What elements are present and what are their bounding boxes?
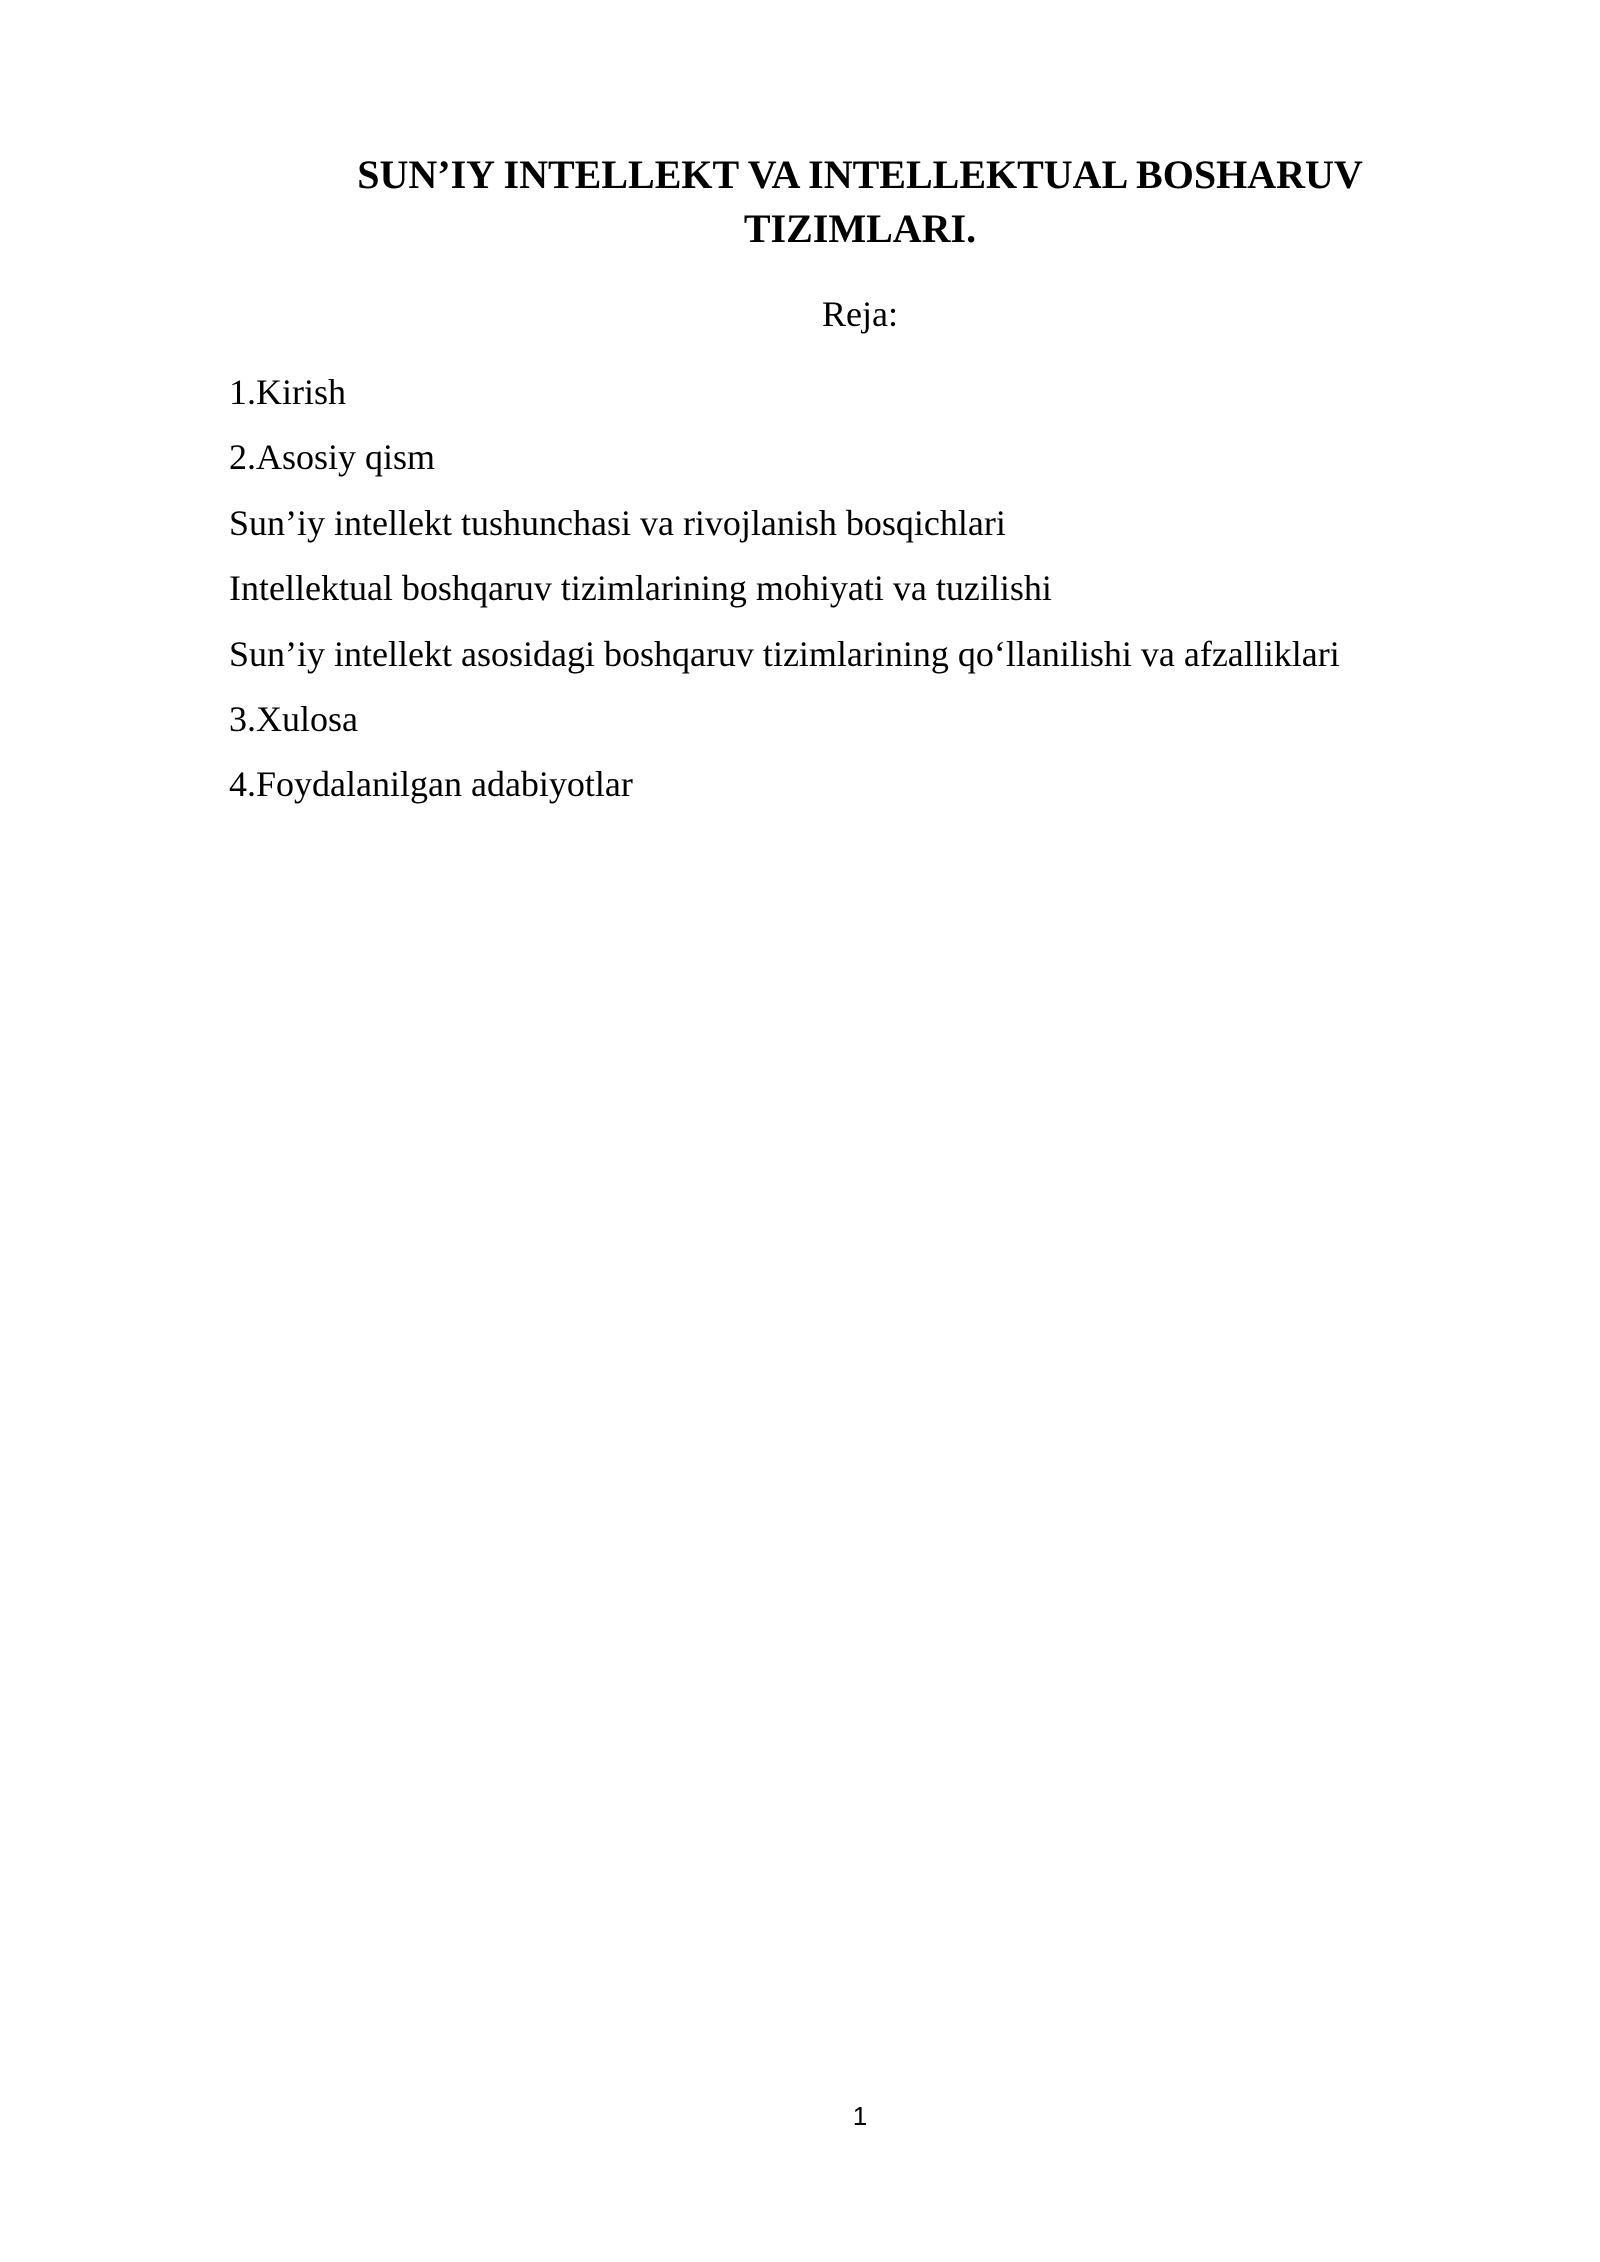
plan-item-conclusion: 3.Xulosa [229,698,358,739]
plan-item-intelligent-control: Intellektual boshqaruv tizimlarining mohiyati va tuzilishi [229,568,1052,609]
plan-item-references: 4.Foydalanilgan adabiyotlar [229,764,633,805]
plan-item-main-part: 2.Asosiy qism [229,437,436,478]
plan-item-introduction: 1.Kirish [229,372,346,412]
page-number: 1 [852,2101,868,2131]
plan-item-ai-concept: Sun’iy intellekt tushunchasi va rivojlanish bosqichlari [229,502,1006,543]
plan-heading: Reja: [822,294,898,334]
document-title: SUN’IY INTELLEKT VA INTELLEKTUAL BOSHARUV TIZIMLARI. [357,152,1363,251]
plan-list [229,370,1529,828]
plan-item-ai-applications: Sun’iy intellekt asosidagi boshqaruv tizimlarining qo‘llanilishi va afzalliklari [229,633,1340,674]
